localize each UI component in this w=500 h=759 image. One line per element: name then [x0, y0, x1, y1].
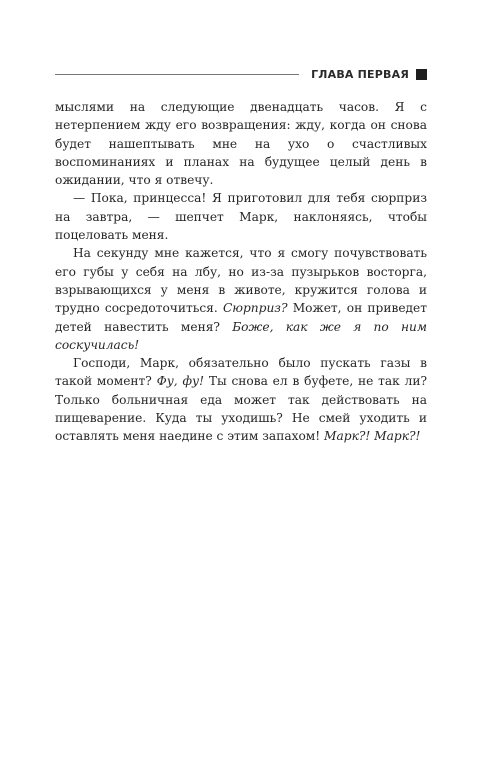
- header-square-icon: [416, 69, 427, 80]
- paragraph-3-text-1: На секунду мне кажется, что я смогу почувствовать его губы у себя на лбу, но из-за пузырьков восторга, взрывающихся у меня в животе, кружится голова и трудно сосредоточиться.: [55, 246, 427, 316]
- paragraph-4-text-1: Господи, Марк, обязательно было пускать газы в такой момент?: [55, 356, 427, 389]
- paragraph-3-text-2: Может, он приведет детей навестить меня?: [55, 301, 427, 334]
- paragraph-2-text: — Пока, принцесса! Я приготовил для тебя сюрприз на завтра, — шепчет Марк, наклоняясь, чтобы поцеловать меня.: [55, 191, 427, 243]
- chapter-title: ГЛАВА ПЕРВАЯ: [311, 67, 409, 81]
- running-header: [55, 66, 427, 82]
- header-rule: [55, 74, 299, 75]
- paragraph-4: [55, 354, 427, 445]
- paragraph-3-italic-2: Боже, как же я по ним соскучилась!: [55, 319, 427, 352]
- paragraph-3: [55, 244, 427, 354]
- paragraph-1-text: мыслями на следующие двенадцать часов. Я с нетерпением жду его возвращения: жду, когда он снова будет нашептывать мне на ухо о счастливых воспоминаниях и планах на будущее целый день в ожидании, что я отвечу.: [55, 100, 427, 188]
- body-text: [55, 98, 427, 446]
- paragraph-3-italic-1: Сюрприз?: [222, 301, 288, 316]
- paragraph-4-italic-1: Фу, фу!: [156, 374, 205, 389]
- paragraph-4-italic-2: Марк?! Марк?!: [324, 429, 421, 444]
- paragraph-4-text-2: Ты снова ел в буфете, не так ли? Только больничная еда может так действовать на пищеварение. Куда ты уходишь? Не смей уходить и оставлять меня наедине с этим запахом!: [55, 374, 427, 444]
- paragraph-2: [55, 189, 427, 244]
- paragraph-1: [55, 98, 427, 189]
